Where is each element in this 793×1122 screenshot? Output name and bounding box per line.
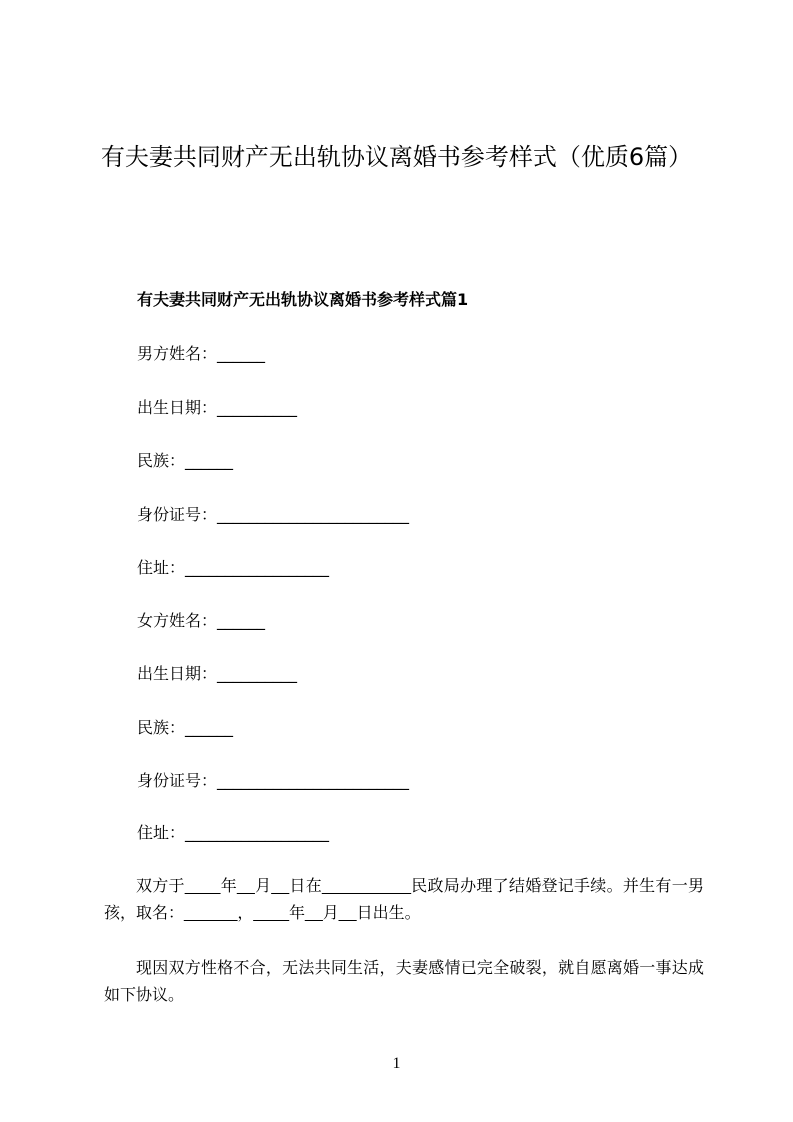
male-id-number-field: 身份证号：________________________ bbox=[137, 505, 410, 524]
section-heading: 有夫妻共同财产无出轨协议离婚书参考样式篇1 bbox=[137, 290, 469, 309]
female-name-field: 女方姓名：______ bbox=[137, 611, 266, 630]
page-title: 有夫妻共同财产无出轨协议离婚书参考样式（优质6篇） bbox=[100, 143, 693, 171]
female-birthdate-field: 出生日期：__________ bbox=[137, 664, 298, 683]
male-birthdate-field: 出生日期：__________ bbox=[137, 398, 298, 417]
male-address-field: 住址：__________________ bbox=[137, 558, 330, 577]
female-id-number-field: 身份证号：________________________ bbox=[137, 771, 410, 790]
female-ethnicity-field: 民族：______ bbox=[137, 718, 234, 737]
marriage-registration-paragraph: 双方于____年__月__日在__________民政局办理了结婚登记手续。并生有一男孩，取名：______，____年__月__日出生。 bbox=[104, 878, 704, 922]
divorce-agreement-paragraph: 现因双方性格不合，无法共同生活，夫妻感情已完全破裂，就自愿离婚一事达成如下协议。 bbox=[104, 960, 704, 1004]
female-address-field: 住址：__________________ bbox=[137, 823, 330, 842]
male-name-field: 男方姓名：______ bbox=[137, 344, 266, 363]
male-ethnicity-field: 民族：______ bbox=[137, 451, 234, 470]
page-number: 1 bbox=[392, 1055, 401, 1072]
